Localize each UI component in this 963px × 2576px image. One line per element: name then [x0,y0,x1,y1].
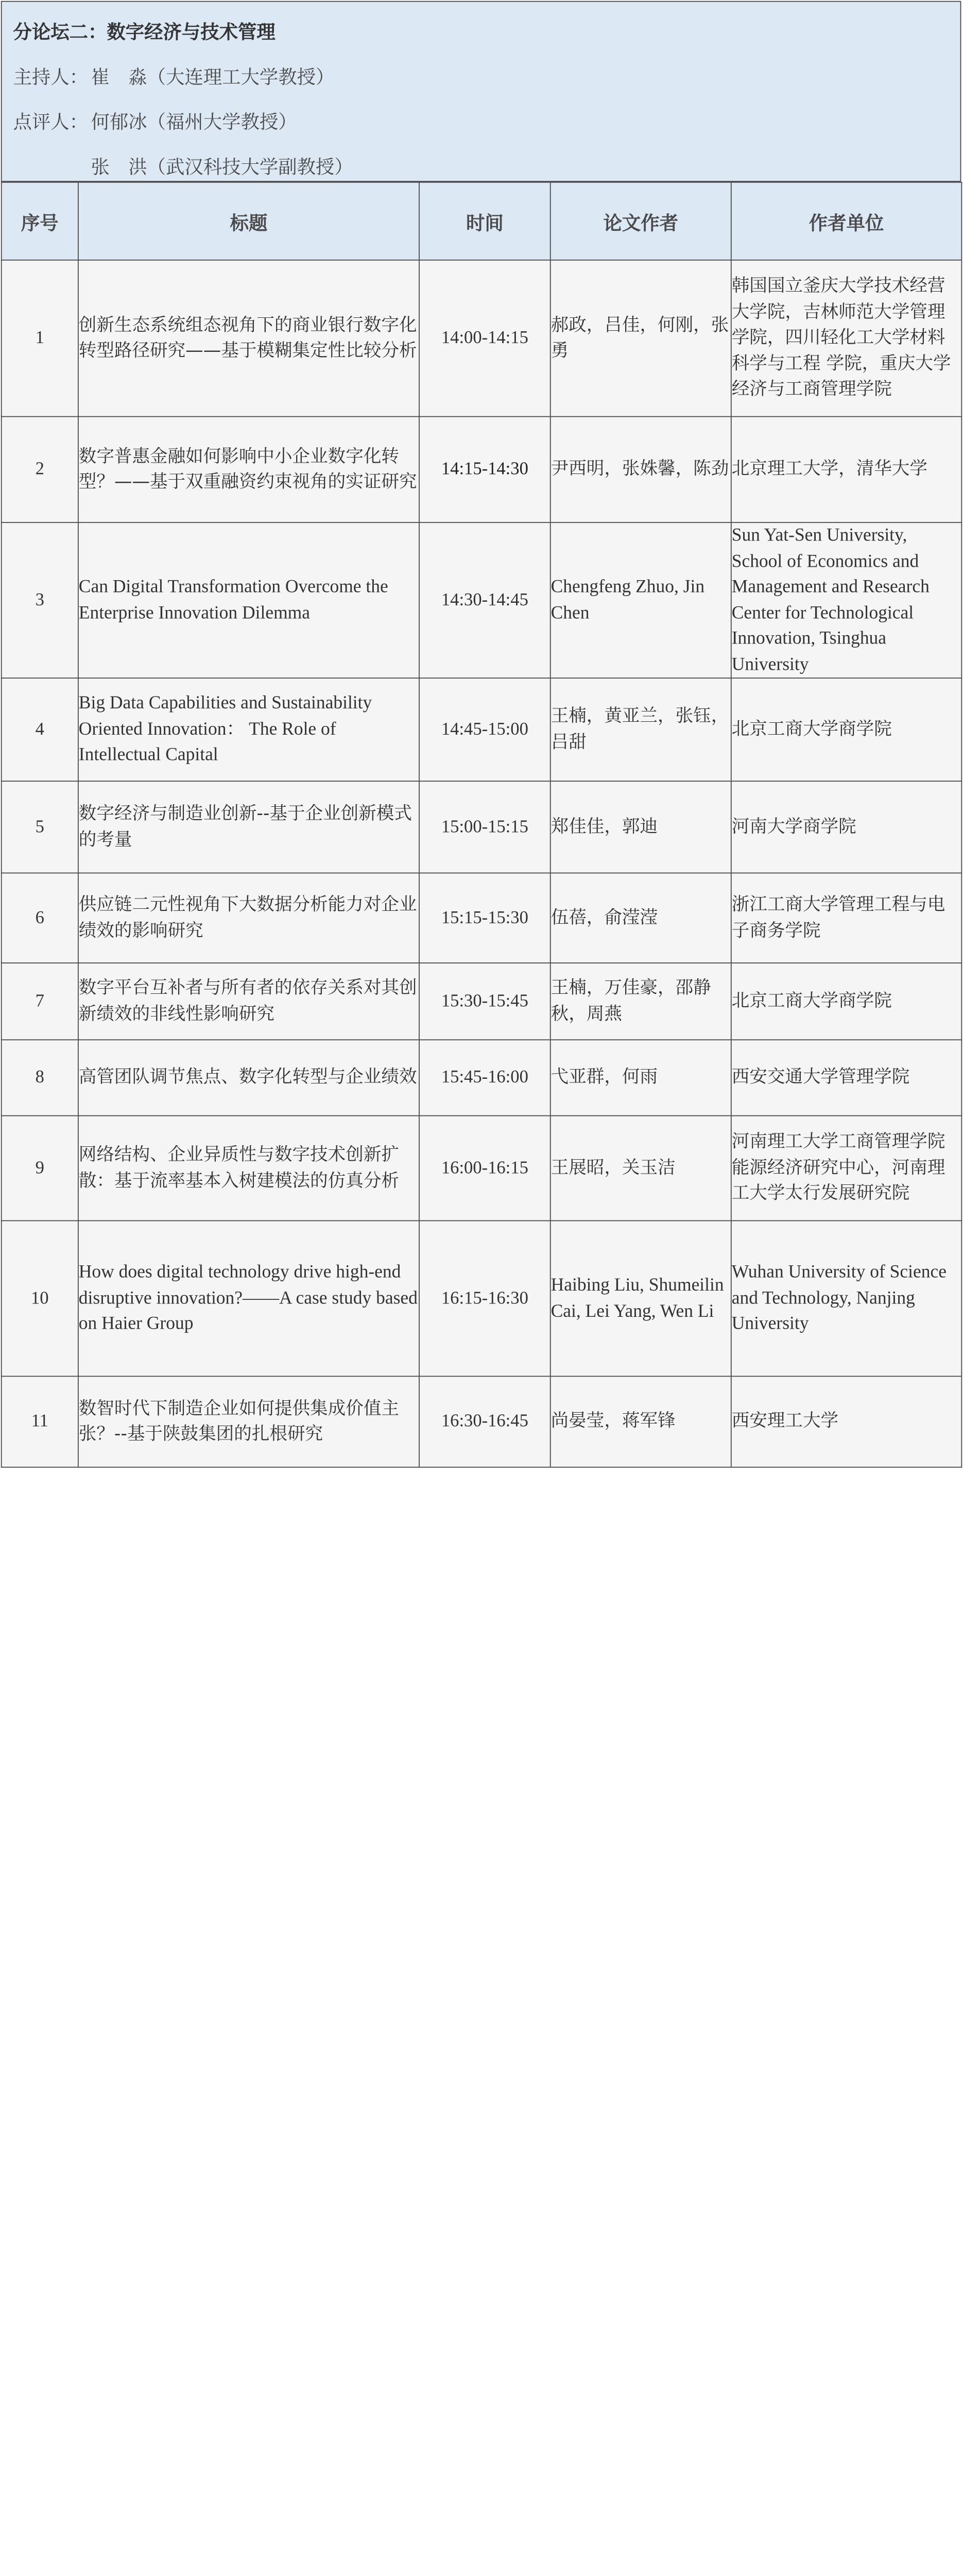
time-slot: 16:00-16:15 [419,1116,551,1221]
table-row [2,522,962,678]
paper-title: 数字普惠金融如何影响中小企业数字化转型？——基于双重融资约束视角的实证研究 [78,417,419,523]
author-affiliations: 西安交通大学管理学院 [731,1040,961,1115]
paper-authors: 王展昭，关玉洁 [551,1116,731,1221]
column-header-units: 作者单位 [731,182,961,260]
moderator-line [13,64,334,90]
paper-title: Can Digital Transformation Overcome the Enterprise Innovation Dilemma [78,522,419,678]
time-slot: 14:15-14:30 [419,417,551,523]
paper-authors: 郝政，吕佳，何刚，张勇 [551,260,731,417]
time-slot: 15:45-16:00 [419,1040,551,1115]
paper-title: How does digital technology drive high-end disruptive innovation?——A case study based on Haier Group [78,1221,419,1376]
row-number: 3 [2,522,78,678]
row-number: 6 [2,873,78,963]
paper-authors: 尚晏莹，蒋军锋 [551,1376,731,1467]
column-header-title: 标题 [78,182,419,260]
author-affiliations: 北京理工大学，清华大学 [731,417,961,523]
reviewer-name-1: 何郁冰（福州大学教授） [91,110,297,133]
paper-title: 数智时代下制造企业如何提供集成价值主张？--基于陕鼓集团的扎根研究 [78,1376,419,1467]
table-row [2,873,962,963]
paper-authors: 伍蓓，俞滢滢 [551,873,731,963]
row-number: 4 [2,678,78,781]
time-slot: 14:45-15:00 [419,678,551,781]
time-slot: 14:00-14:15 [419,260,551,417]
table-row [2,1116,962,1221]
author-affiliations: 西安理工大学 [731,1376,961,1467]
row-number: 7 [2,963,78,1040]
reviewer-line-2 [91,154,353,180]
paper-authors: 尹西明，张姝馨，陈劲 [551,417,731,523]
row-number: 2 [2,417,78,523]
moderator-name: 崔 淼（大连理工大学教授） [91,65,335,88]
paper-title: 数字经济与制造业创新--基于企业创新模式的考量 [78,781,419,873]
table-row [2,1221,962,1376]
table-row [2,781,962,873]
row-number: 1 [2,260,78,417]
author-affiliations: 韩国国立釜庆大学技术经营大学院，吉林师范大学管理学院，四川轻化工大学材料科学与工程 学院，重庆大学经济与工商管理学院 [731,260,961,417]
paper-title: 网络结构、企业异质性与数字技术创新扩散：基于流率基本入树建模法的仿真分析 [78,1116,419,1221]
author-affiliations: 河南大学商学院 [731,781,961,873]
paper-authors: 郑佳佳，郭迪 [551,781,731,873]
time-slot: 15:00-15:15 [419,781,551,873]
reviewer-line [13,109,297,135]
row-number: 11 [2,1376,78,1467]
table-row [2,260,962,417]
forum-title: 分论坛二：数字经济与技术管理 [13,21,276,43]
paper-authors: 王楠，万佳豪，邵静秋，周燕 [551,963,731,1040]
time-slot: 16:30-16:45 [419,1376,551,1467]
paper-title: 数字平台互补者与所有者的依存关系对其创新绩效的非线性影响研究 [78,963,419,1040]
table-row [2,1040,962,1115]
paper-schedule-table [1,182,962,1468]
row-number: 5 [2,781,78,873]
paper-title: Big Data Capabilities and Sustainability Oriented Innovation： The Role of Intellectual Capital [78,678,419,781]
column-header-time: 时间 [419,182,551,260]
table-row [2,963,962,1040]
table-row [2,417,962,523]
author-affiliations: 浙江工商大学管理工程与电子商务学院 [731,873,961,963]
time-slot: 15:15-15:30 [419,873,551,963]
paper-title: 创新生态系统组态视角下的商业银行数字化转型路径研究——基于模糊集定性比较分析 [78,260,419,417]
paper-authors: Chengfeng Zhuo, Jin Chen [551,522,731,678]
paper-authors: 王楠，黄亚兰，张钰，吕甜 [551,678,731,781]
table-row [2,678,962,781]
paper-title: 供应链二元性视角下大数据分析能力对企业绩效的影响研究 [78,873,419,963]
reviewer-label: 点评人： [13,110,88,133]
row-number: 9 [2,1116,78,1221]
column-header-authors: 论文作者 [551,182,731,260]
table-row [2,1376,962,1467]
author-affiliations: 北京工商大学商学院 [731,963,961,1040]
author-affiliations: Wuhan University of Science and Technology, Nanjing University [731,1221,961,1376]
time-slot: 14:30-14:45 [419,522,551,678]
column-header-no: 序号 [2,182,78,260]
paper-title: 高管团队调节焦点、数字化转型与企业绩效 [78,1040,419,1115]
author-affiliations: Sun Yat-Sen University, School of Economics and Management and Research Center for Technological Innovation, Tsinghua University [731,522,961,678]
forum-header-panel [1,1,961,182]
row-number: 8 [2,1040,78,1115]
row-number: 10 [2,1221,78,1376]
paper-authors: Haibing Liu, Shumeilin Cai, Lei Yang, Wen Li [551,1221,731,1376]
table-header-row [2,182,962,260]
moderator-label: 主持人： [13,65,88,88]
time-slot: 16:15-16:30 [419,1221,551,1376]
reviewer-name-2: 张 洪（武汉科技大学副教授） [91,155,353,178]
paper-authors: 弋亚群，何雨 [551,1040,731,1115]
author-affiliations: 北京工商大学商学院 [731,678,961,781]
author-affiliations: 河南理工大学工商管理学院能源经济研究中心，河南理工大学太行发展研究院 [731,1116,961,1221]
time-slot: 15:30-15:45 [419,963,551,1040]
